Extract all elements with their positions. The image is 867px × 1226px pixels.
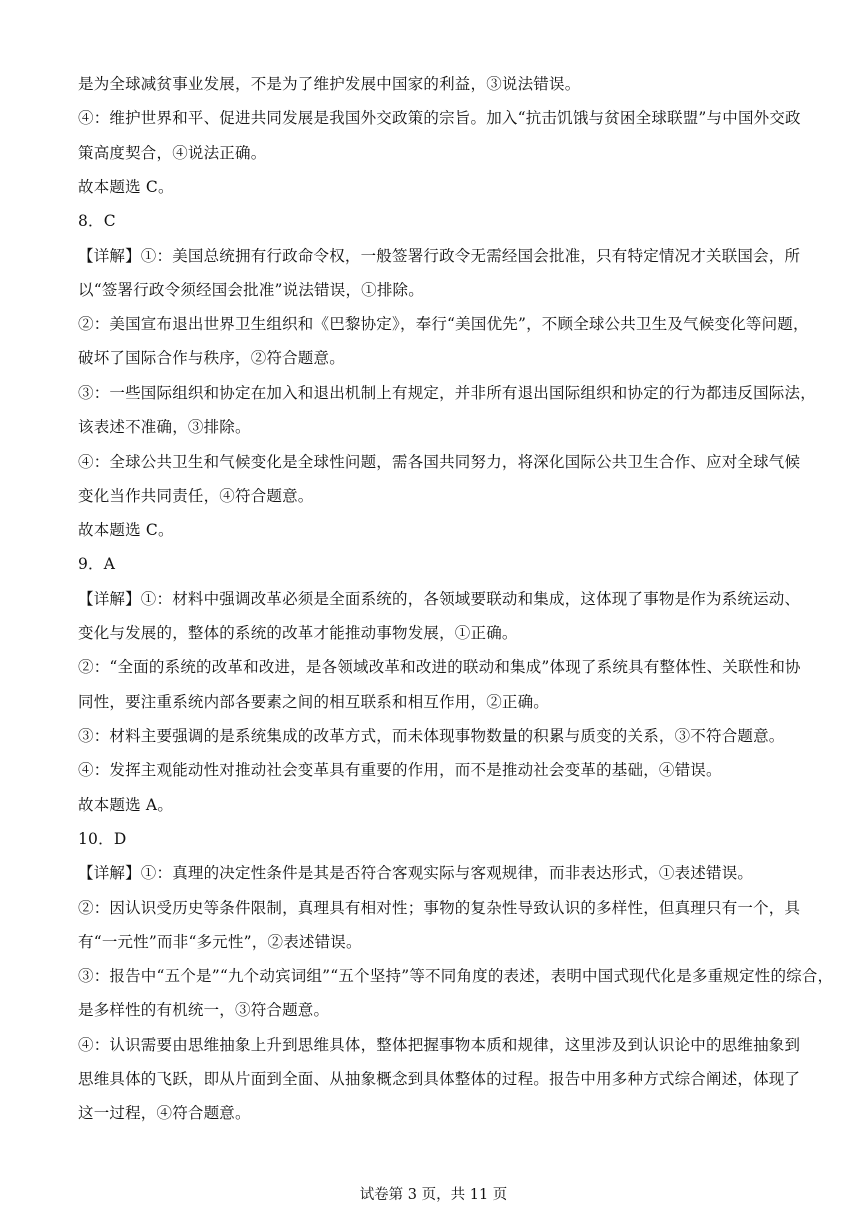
text-line: ②：美国宣布退出世界卫生组织和《巴黎协定》，奉行“美国优先”，不顾全球公共卫生及气候变化等问题，: [78, 315, 809, 333]
text-line: 以“签署行政令须经国会批准”说法错误，①排除。: [78, 281, 424, 299]
text-line: 故本题选 C。: [78, 178, 174, 196]
question-number: 10．D: [78, 830, 127, 848]
text-line: 是多样性的有机统一，③符合题意。: [78, 1001, 330, 1019]
text-line: ④：认识需要由思维抽象上升到思维具体，整体把握事物本质和规律，这里涉及到认识论中的思维抽象到: [78, 1036, 801, 1054]
page-footer: 试卷第 3 页，共 11 页: [359, 1187, 508, 1203]
text-line: 故本题选 A。: [78, 796, 174, 814]
question-number: 9．A: [78, 555, 116, 573]
text-line: ④：发挥主观能动性对推动社会变革具有重要的作用，而不是推动社会变革的基础，④错误。: [78, 761, 722, 779]
text-line: 破坏了国际合作与秩序，②符合题意。: [78, 349, 345, 367]
text-line: ④：维护世界和平、促进共同发展是我国外交政策的宗旨。加入“抗击饥饿与贫困全球联盟”与中国外交政: [78, 109, 801, 127]
text-line: ③：材料主要强调的是系统集成的改革方式，而未体现事物数量的积累与质变的关系，③不符合题意。: [78, 727, 785, 745]
text-line: 变化当作共同责任，④符合题意。: [78, 487, 314, 505]
text-line: ②：“全面的系统的改革和改进，是各领域改革和改进的联动和集成”体现了系统具有整体性、关联性和协: [78, 658, 801, 676]
text-line: 变化与发展的，整体的系统的改革才能推动事物发展，①正确。: [78, 624, 518, 642]
text-line: 是为全球减贫事业发展，不是为了维护发展中国家的利益，③说法错误。: [78, 75, 581, 93]
text-line: 【详解】①：美国总统拥有行政命令权，一般签署行政令无需经国会批准，只有特定情况才关联国会，所: [78, 247, 801, 265]
text-line: 这一过程，④符合题意。: [78, 1104, 251, 1122]
text-line: ②：因认识受历史等条件限制，真理具有相对性；事物的复杂性导致认识的多样性，但真理只有一个，具: [78, 899, 801, 917]
text-line: 有“一元性”而非“多元性”，②表述错误。: [78, 933, 362, 951]
text-line: 该表述不准确，③排除。: [78, 418, 251, 436]
text-line: 故本题选 C。: [78, 521, 174, 539]
text-line: 同性，要注重系统内部各要素之间的相互联系和相互作用，②正确。: [78, 693, 550, 711]
text-line: ③：报告中“五个是”“九个动宾词组”“五个坚持”等不同角度的表述，表明中国式现代化是多重规定性的综合，: [78, 967, 834, 985]
text-line: 【详解】①：材料中强调改革必须是全面系统的，各领域要联动和集成，这体现了事物是作为系统运动、: [78, 590, 801, 608]
text-line: 【详解】①：真理的决定性条件是其是否符合客观实际与客观规律，而非表达形式，①表述错误。: [78, 864, 754, 882]
text-line: 策高度契合，④说法正确。: [78, 144, 267, 162]
text-line: ③：一些国际组织和协定在加入和退出机制上有规定，并非所有退出国际组织和协定的行为都违反国际法，: [78, 384, 816, 402]
question-number: 8．C: [78, 212, 116, 230]
text-line: ④：全球公共卫生和气候变化是全球性问题，需各国共同努力，将深化国际公共卫生合作、应对全球气候: [78, 453, 801, 471]
text-line: 思维具体的飞跃，即从片面到全面、从抽象概念到具体整体的过程。报告中用多种方式综合阐述，体现了: [78, 1070, 801, 1088]
